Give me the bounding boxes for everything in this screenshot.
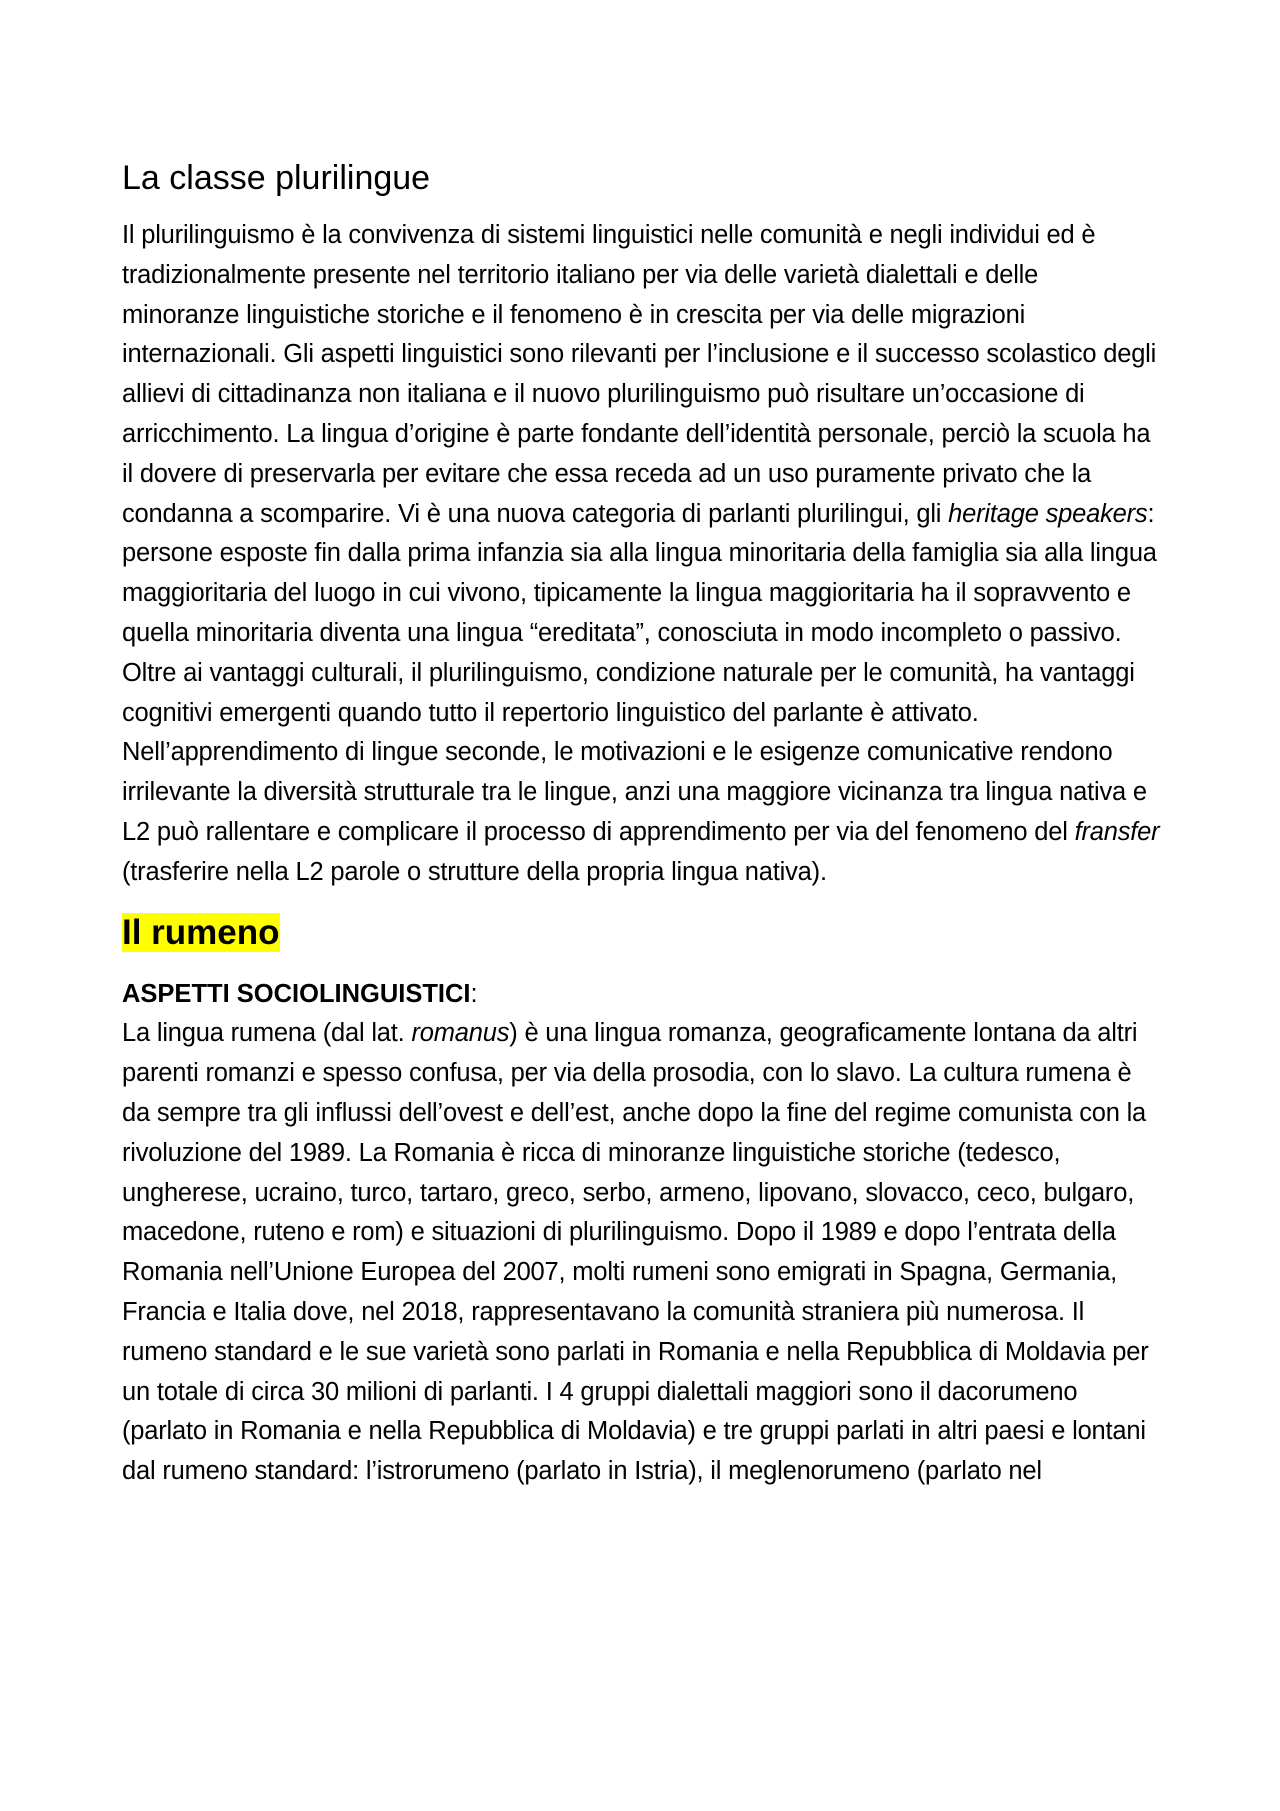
section-heading-highlight: Il rumeno bbox=[122, 912, 280, 952]
intro-text-1: Il plurilinguismo è la convivenza di sistemi linguistici nelle comunità e negli individui ed è tradizionalmente presente nel territorio italiano per via delle varietà dialettali e delle minoranze linguistiche storiche e il fenomeno è in crescita per via delle migrazioni internazionali. Gli aspetti linguistici sono rilevanti per l’inclusione e il successo scolastico degli allievi di cittadinanza non italiana e il nuovo plurilinguismo può risultare un’occasione di arricchimento. La lingua d’origine è parte fondante dell’identità personale, perciò la scuola ha il dovere di preservarla per evitare che essa receda ad un uso puramente privato che la condanna a scomparire. Vi è una nuova categoria di parlanti plurilingui, gli bbox=[122, 221, 1157, 528]
intro-italic-term-2: fransfer bbox=[1074, 817, 1160, 846]
section-subheading-suffix: : bbox=[470, 979, 478, 1008]
intro-italic-term-1: heritage speakers bbox=[948, 499, 1148, 528]
section-paragraph bbox=[122, 1014, 1162, 1492]
document-body bbox=[122, 154, 1162, 1492]
intro-text-3: (trasferire nella L2 parole o strutture della propria lingua nativa). bbox=[122, 857, 827, 886]
intro-paragraph bbox=[122, 216, 1162, 893]
intro-text-2: : persone esposte fin dalla prima infanzia sia alla lingua minoritaria della famiglia sia alla lingua maggioritaria del luogo in cui vivono, tipicamente la lingua maggioritaria ha il sopravvento e quella minoritaria diventa una lingua “ereditata”, conosciuta in modo incompleto o passivo. Oltre ai vantaggi culturali, il plurilinguismo, condizione naturale per le comunità, ha vantaggi cognitivi emergenti quando tutto il repertorio linguistico del parlante è attivato. Nell’apprendimento di lingue seconde, le motivazioni e le esigenze comunicative rendono irrilevante la diversità strutturale tra le lingue, anzi una maggiore vicinanza tra lingua nativa e L2 può rallentare e complicare il processo di apprendimento per via del fenomeno del bbox=[122, 499, 1157, 846]
section-heading bbox=[122, 909, 1162, 957]
section-subheading-label: ASPETTI SOCIOLINGUISTICI bbox=[122, 979, 471, 1008]
section-italic-term-1: romanus bbox=[411, 1019, 510, 1048]
section-subheading bbox=[122, 975, 1162, 1015]
section-text-1: La lingua rumena (dal lat. bbox=[122, 1019, 412, 1048]
section-text-2: ) è una lingua romanza, geograficamente lontana da altri parenti romanzi e spesso confusa, per via della prosodia, con lo slavo. La cultura rumena è da sempre tra gli influssi dell’ovest e dell’est, anche dopo la fine del regime comunista con la rivoluzione del 1989. La Romania è ricca di minoranze linguistiche storiche (tedesco, ungherese, ucraino, turco, tartaro, greco, serbo, armeno, lipovano, slovacco, ceco, bulgaro, macedone, ruteno e rom) e situazioni di plurilinguismo. Dopo il 1989 e dopo l’entrata della Romania nell’Unione Europea del 2007, molti rumeni sono emigrati in Spagna, Germania, Francia e Italia dove, nel 2018, rappresentavano la comunità straniera più numerosa. Il rumeno standard e le sue varietà sono parlati in Romania e nella Repubblica di Moldavia per un totale di circa 30 milioni di parlanti. I 4 gruppi dialettali maggiori sono il dacorumeno (parlato in Romania e nella Repubblica di Moldavia) e tre gruppi parlati in altri paesi e lontani dal rumeno standard: l’istrorumeno (parlato in Istria), il meglenorumeno (parlato nel bbox=[122, 1019, 1149, 1486]
page-title: La classe plurilingue bbox=[122, 159, 431, 197]
